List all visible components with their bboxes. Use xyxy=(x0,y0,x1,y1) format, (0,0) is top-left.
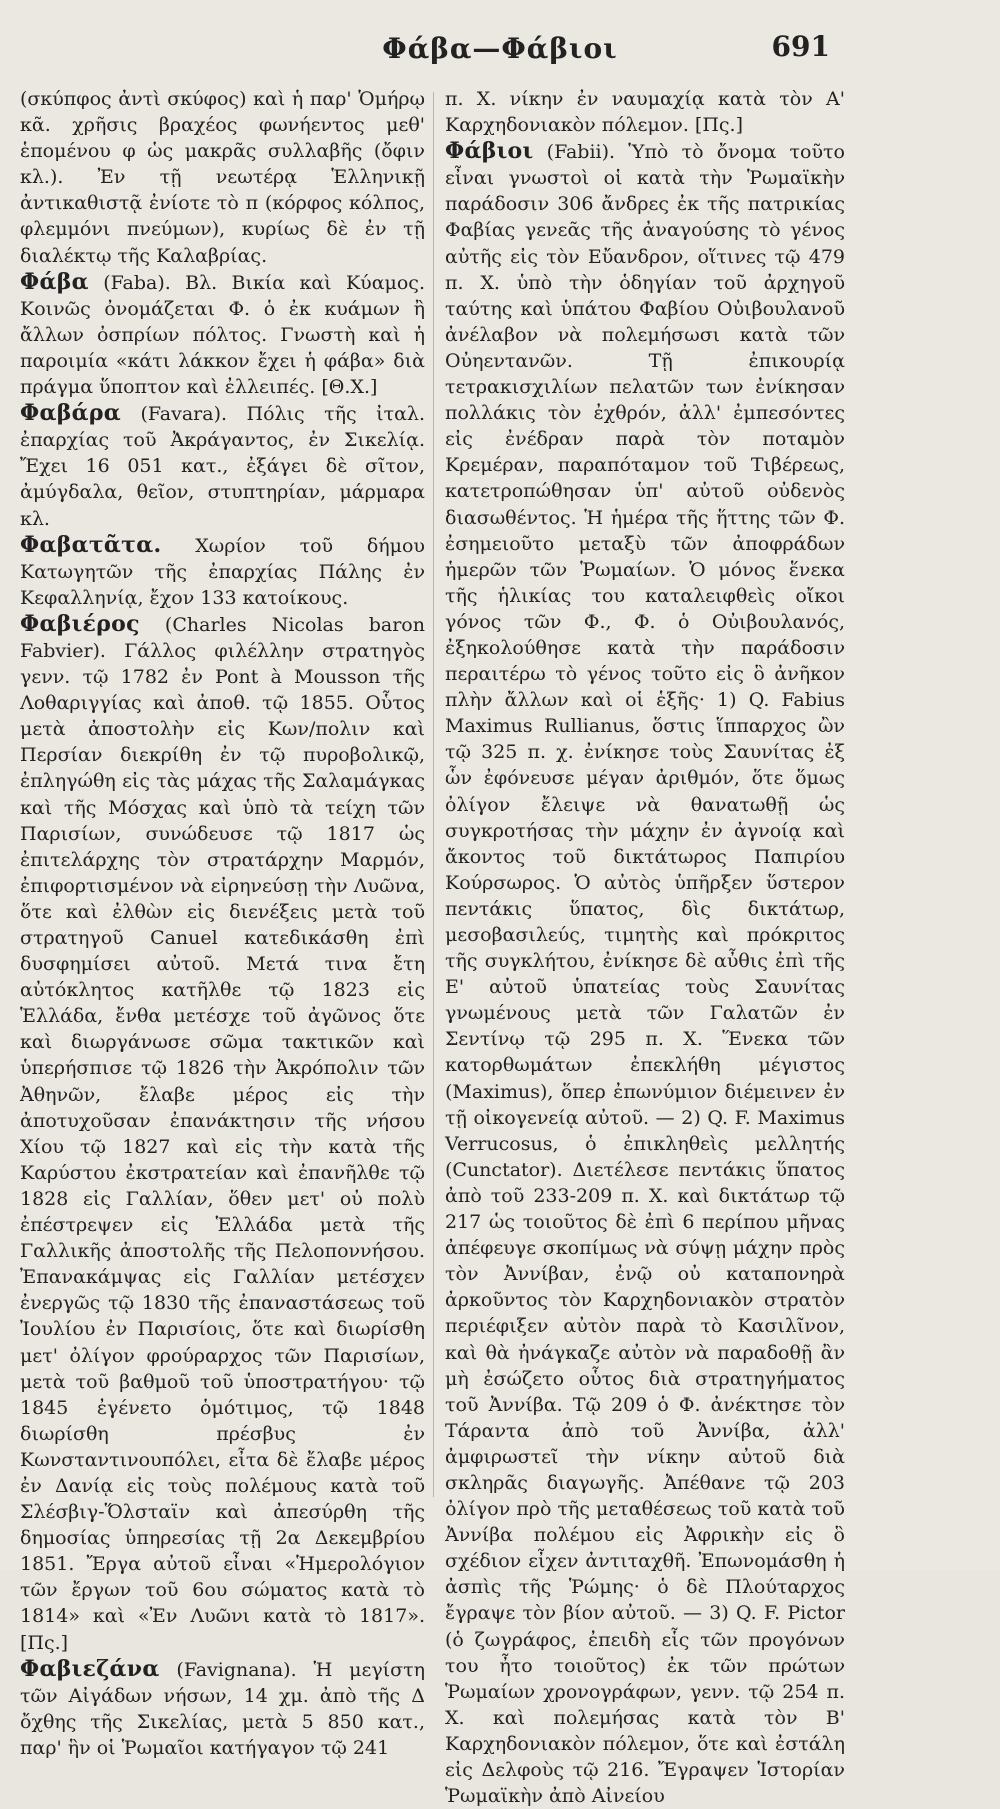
entry-fabvier xyxy=(20,611,425,1656)
entry-text: (Fabii). Ὑπὸ τὸ ὄνομα τοῦτο εἶναι γνωστοὶ οἱ κατὰ τὴν Ῥωμαϊκὴν παράδοσιν 306 ἄνδρες ἐκ τῆς πατρικίας Φαβίας γενεᾶς τῆς ἀναγούσης τὸ γένος αὐτῆς εἰς τὸν Εὔανδρον, οἵτινες τῷ 479 π. Χ. ὑπὸ τὴν ὁδηγίαν τοῦ ἀρχηγοῦ ταύτης καὶ ὑπάτου Φαβίου Οὐιβουλανοῦ ἀνέλαβον νὰ πολεμήσωσι κατὰ τῶν Οὐηεντανῶν. Τῇ ἐπικουρίᾳ τετρακισχιλίων πελατῶν των ἐνίκησαν πολλάκις τὸν ἐχθρόν, ἀλλ' ἐμπεσόντες εἰς ἐνέδραν παρὰ τὸν ποταμὸν Κρεμέραν, παραπόταμον τοῦ Τιβέρεως, κατετροπώθησαν ὑπ' αὐτοῦ οὐδενὸς διασωθέντος. Ἡ ἡμέρα τῆς ἥττης τῶν Φ. ἐσημειοῦτο μεταξὺ τῶν ἀποφράδων ἡμερῶν τῶν Ῥωμαίων. Ὁ μόνος ἕνεκα τῆς ἡλικίας του καταλειφθεὶς οἴκοι γόνος τῶν Φ., Φ. ὁ Οὐιβουλανός, ἐξηκολούθησε κατὰ τὴν παράδοσιν περαιτέρω τὸ γένος τοῦτο εἰς ὃ ἀνῆκον πλὴν ἄλλων καὶ οἱ ἑξῆς· 1) Q. Fabius Maximus Rullianus, ὅστις ἵππαρχος ὢν τῷ 325 π. χ. ἐνίκησε τοὺς Σαυνίτας ἐξ ὧν ἐφόνευσε μέγαν ἀριθμόν, ὅτε ὅμως ὀλίγον ἔλειψε νὰ θανατωθῇ ὡς συγκροτήσας τὴν μάχην ἐν ἀγνοίᾳ καὶ ἄκοντος τοῦ δικτάτωρος Παπιρίου Κούρσωρος. Ὁ αὐτὸς ὑπῆρξεν ὕστερον πεντάκις ὕπατος, δὶς δικτάτωρ, μεσοβασιλεύς, τιμητὴς καὶ πρόκριτος τῆς συγκλήτου, ἐνίκησε δὲ αὖθις ἐπὶ τῆς Ε' αὐτοῦ ὑπατείας τοὺς Σαυνίτας γνωμένους μετὰ τῶν Γαλατῶν ἐν Σεντίνῳ τῷ 295 π. Χ. Ἕνεκα τῶν κατορθωμάτων ἐπεκλήθη μέγιστος (Maximus), ὅπερ ἐπωνύμιον διέμεινεν ἐν τῇ οἰκογενείᾳ αὐτοῦ. — 2) Q. F. Maximus Verrucosus, ὁ ἐπικληθεὶς μελλητής (Cunctator). Διετέλεσε πεντάκις ὕπατος ἀπὸ τοῦ 233-209 π. Χ. καὶ δικτάτωρ τῷ 217 ὡς τοιοῦτος δὲ ἐπὶ 6 περίπου μῆνας ἀπέφευγε σκοπίμως νὰ σύψῃ μάχην πρὸς τὸν Ἀννίβαν, ἐνῷ οὐ καταπονηρὰ ἀρκοῦντος τὸν Καρχηδονιακὸν στρατὸν περιέφιξεν αὐτὸν παρὰ τὸ Κασιλῖνον, καὶ θὰ ἠνάγκαζε αὐτὸν νὰ παραδοθῇ ἂν μὴ ἐσώζετο οὗτος διὰ στρατηγήματος τοῦ Ἀννίβα. Τῷ 209 ὁ Φ. ἀνέκτησε τὸν Τάραντα ἀπὸ τοῦ Ἀννίβα, ἀλλ' ἀμφιρωστεῖ τὴν νίκην αὐτοῦ διὰ σκληρᾶς διαγωγῆς. Ἀπέθανε τῷ 203 ὀλίγον πρὸ τῆς μεταθέσεως τοῦ κατὰ τοῦ Ἀννίβα πολέμου εἰς Ἀφρικὴν εἰς ὃ σχέδιον εἶχεν ἀντιταχθῆ. Ἐπωνομάσθη ἡ ἀσπὶς τῆς Ῥώμης· ὁ δὲ Πλούταρχος ἔγραψε τὸν βίον αὐτοῦ. — 3) Q. F. Pictor (ὁ ζωγράφος, ἐπειδὴ εἷς τῶν προγόνων του ἦτο τοιοῦτος) ἐκ τῶν πρώτων Ῥωμαίων χρονογράφων, γενν. τῷ 254 π. Χ. καὶ πολεμήσας κατὰ τὸν Β' Καρχηδονιακὸν πόλεμον, ὅτε καὶ ἐστάλη εἰς Δελφοὺς τῷ 216. Ἔγραψεν Ἱστορίαν Ῥωμαϊκὴν ἀπὸ Αἰνείου xyxy=(445,141,845,1808)
entry-text: (Favignana). Ἡ μεγίστη τῶν Αἰγάδων νήσων, 14 χμ. ἀπὸ τῆς Δ ὄχθης τῆς Σικελίας, μετὰ 5 850 κατ., παρ' ἣν οἱ Ῥωμαῖοι κατήγαγον τῷ 241 xyxy=(20,1658,425,1759)
entry-favatata xyxy=(20,532,425,611)
entry-text: π. Χ. νίκην ἐν ναυμαχίᾳ κατὰ τὸν Α' Καρχηδονιακὸν πόλεμον. [Πς.] xyxy=(445,88,845,137)
entry-headword: Φαβατᾶτα. xyxy=(20,531,162,558)
left-column xyxy=(20,86,425,1761)
entry-text: (Faba). Βλ. Βικία καὶ Κύαμος. Κοινῶς ὀνομάζεται Φ. ὁ ἐκ κυάμων ἢ ἄλλων ὀσπρίων πόλτος. Γνωστὴ καὶ ἡ παροιμία «κάτι λάκκον ἔχει ἡ φάβα» διὰ πράγμα ὕποπτον καὶ ἐλλειπές. [Θ.Χ.] xyxy=(20,271,425,399)
entry-text: (Favara). Πόλις τῆς ἰταλ. ἐπαρχίας τοῦ Ἀκράγαντος, ἐν Σικελίᾳ. Ἔχει 16 051 κατ., ἐξάγει δὲ σῖτον, ἀμύγδαλα, θεῖον, στυπτηρίαν, μάρμαρα κλ. xyxy=(20,403,425,530)
running-head xyxy=(0,26,1000,76)
entry-favara xyxy=(20,400,425,531)
entry-headword: Φαβιεζάνα xyxy=(20,1655,160,1682)
entry-headword: Φαβάρα xyxy=(20,400,121,427)
entry-text: Χωρίον τοῦ δήμου Κατωγητῶν τῆς ἐπαρχίας Πάλης ἐν Κεφαλληνίᾳ, ἔχον 133 κατοίκους. xyxy=(20,534,425,609)
entry-continuation xyxy=(445,86,845,138)
entry-headword: Φάβα xyxy=(20,268,89,295)
entry-text: (σκύπφος ἀντὶ σκύφος) καὶ ἡ παρ' Ὁμήρῳ κᾶ. χρῆσις βραχέος φωνήεντος μεθ' ἑπομένου φ ὡς μακρᾶς συλλαβῆς (ὄφιν κλ.). Ἐν τῇ νεωτέρᾳ Ἑλληνικῇ ἀντικαθιστᾷ ἐνίοτε τὸ π (κόρφος κόλπος, φλεμμόνι πνεύμων), κυρίως δὲ ἐν τῇ διαλέκτῳ τῆς Καλαβρίας. xyxy=(20,88,425,267)
column-divider xyxy=(433,92,434,1497)
running-title: Φάβα—Φάβιοι xyxy=(382,32,618,65)
entry-headword: Φαβιέρος xyxy=(20,610,140,637)
entry-text: (Charles Nicolas baron Fabvier). Γάλλος φιλέλλην στρατηγὸς γενν. τῷ 1782 ἐν Pont à Mousson τῆς Λοθαριγγίας καὶ ἀποθ. τῷ 1855. Οὗτος μετὰ ἀποστολὴν εἰς Κων/πολιν καὶ Περσίαν διεκρίθη ἐν τῷ πυροβολικῷ, ἐπληγώθη εἰς τὰς μάχας τῆς Σαλαμάγκας καὶ τῆς Μόσχας καὶ ὑπὸ τὰ τείχη τῶν Παρισίων, συνώδευσε τῷ 1817 ὡς ἐπιτελάρχης τὸν στρατάρχην Μαρμόν, ἐπιφορτισμένον νὰ εἰρηνεύσῃ τὴν Λυῶνα, ὅτε καὶ ἐλθὼν εἰς διενέξεις μετὰ τοῦ στρατηγοῦ Canuel κατεδικάσθη ἐπὶ δυσφημίσει αὐτοῦ. Μετά τινα ἔτη αὐτόκλητος κατῆλθε τῷ 1823 εἰς Ἑλλάδα, ἔνθα μετέσχε τοῦ ἀγῶνος ὅτε καὶ διωργάνωσε σῶμα τακτικῶν καὶ ὑπερήσπισε τῷ 1826 τὴν Ἀκρόπολιν τῶν Ἀθηνῶν, ἔλαβε μέρος εἰς τὴν ἀποτυχοῦσαν ἐπανάκτησιν τῆς νήσου Χίου τῷ 1827 καὶ εἰς τὴν κατὰ τῆς Καρύστου ἐκστρατείαν καὶ ἐπανῆλθε τῷ 1828 εἰς Γαλλίαν, ὅθεν μετ' οὐ πολὺ ἐπέστρεψεν εἰς Ἑλλάδα μετὰ τῆς Γαλλικῆς ἀποστολῆς τῆς Πελοποννήσου. Ἐπανακάμψας εἰς Γαλλίαν μετέσχεν ἐνεργῶς τῷ 1830 τῆς ἐπαναστάσεως τοῦ Ἰουλίου ἐν Παρισίοις, ὅτε καὶ διωρίσθη μετ' ὀλίγον φρούραρχος τῶν Παρισίων, μετὰ τοῦ βαθμοῦ τοῦ ὑποστρατήγου· τῷ 1845 ἐγένετο ὁμότιμος, τῷ 1848 διωρίσθη πρέσβυς ἐν Κωνσταντινουπόλει, εἶτα δὲ ἔλαβε μέρος ἐν Δανίᾳ εἰς τοὺς πολέμους κατὰ τοῦ Σλέσβιγ-Ὅλσταϊν καὶ ἀπεσύρθη τῆς δημοσίας ὑπηρεσίας τῇ 2α Δεκεμβρίου 1851. Ἔργα αὐτοῦ εἶναι «Ἡμερολόγιον τῶν ἔργων τοῦ 6ου σώματος κατὰ τὸ 1814» καὶ «Ἐν Λυῶνι κατὰ τὸ 1817». [Πς.] xyxy=(20,613,425,1654)
entry-favignana xyxy=(20,1656,425,1761)
entry-faba xyxy=(20,269,425,400)
right-column xyxy=(445,86,845,1809)
entry-fabii xyxy=(445,138,845,1809)
page-number: 691 xyxy=(771,30,830,63)
entry-continuation xyxy=(20,86,425,269)
entry-headword: Φάβιοι xyxy=(445,138,534,165)
